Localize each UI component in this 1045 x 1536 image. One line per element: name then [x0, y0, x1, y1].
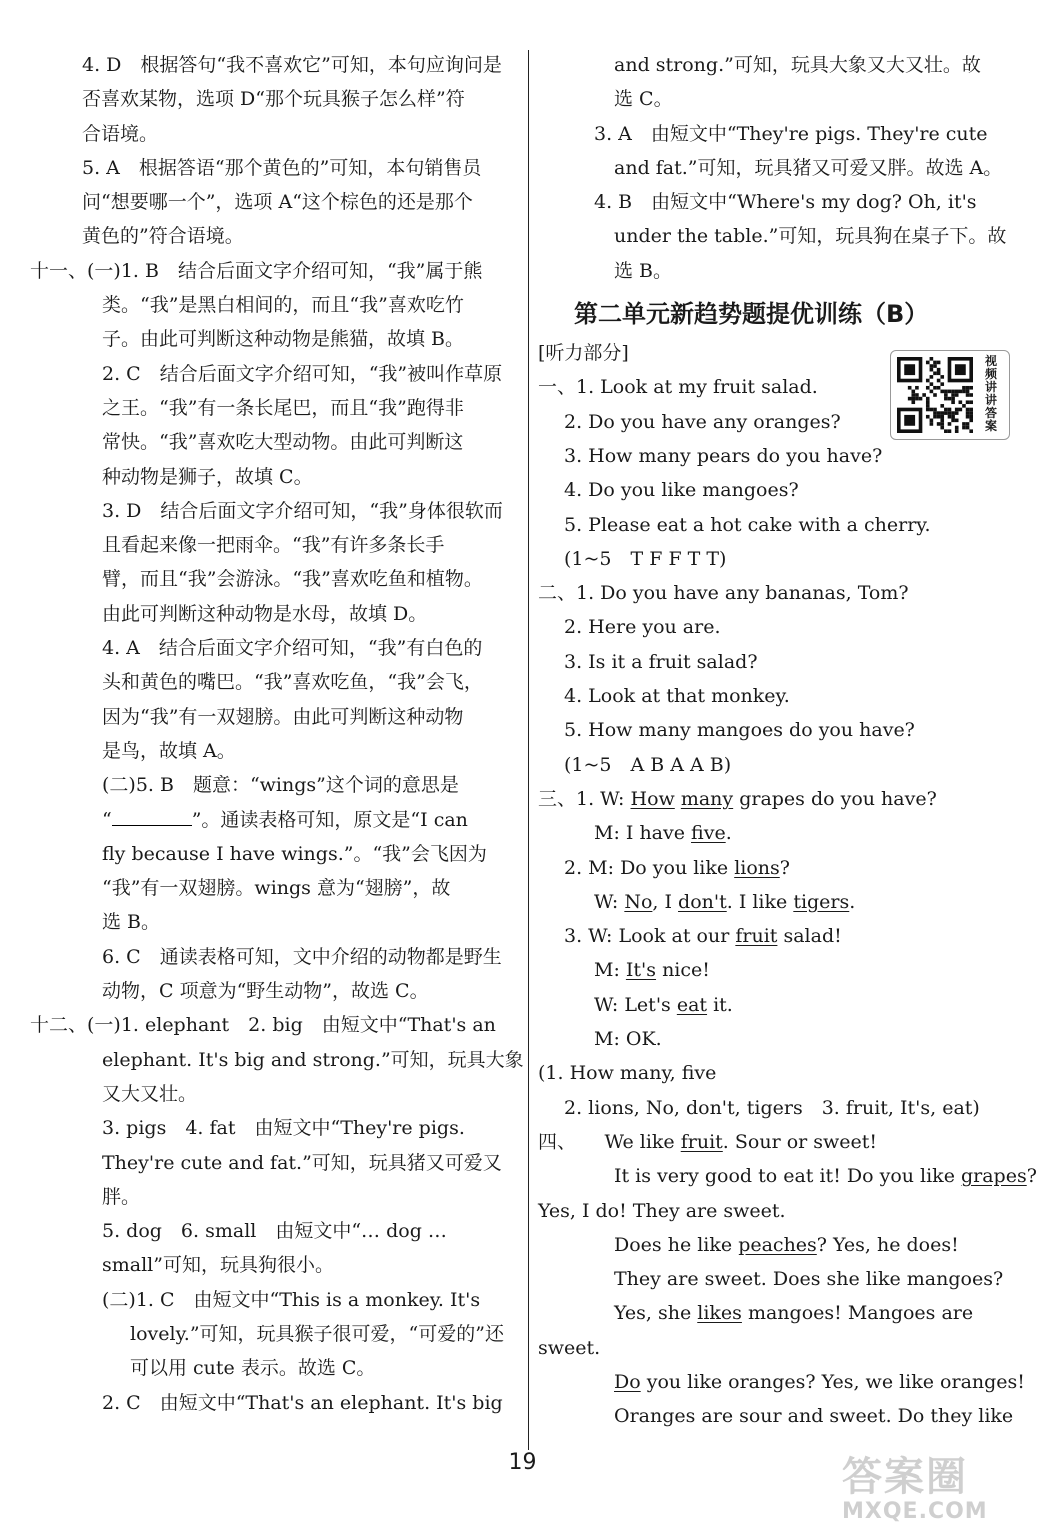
text-line: [30, 1111, 522, 1145]
underlined-answer: It's: [625, 959, 657, 982]
text-segment: M: I have: [594, 822, 692, 845]
text-segment: . I like: [726, 890, 794, 913]
text-segment: and fat.”可知，玩具猪又可爱又胖。故选 A。: [614, 156, 1003, 179]
text-segment: lovely.”可知，玩具猴子很可爱，“可爱的”还: [130, 1322, 504, 1345]
text-line: [538, 219, 1018, 253]
qr-label: 视频讲讲答案: [985, 354, 998, 433]
text-segment: Oranges are sour and sweet. Do they like: [614, 1405, 1014, 1428]
watermark-logo: [842, 1455, 1032, 1531]
text-segment: ? Yes, he does!: [816, 1233, 959, 1256]
text-segment: grapes do you have?: [733, 787, 937, 810]
page-number: 19: [508, 1450, 537, 1475]
text-line: [538, 151, 1018, 185]
text-line: [538, 610, 1018, 644]
text-segment: 4. D 根据答句“我不喜欢它”可知，本句应询问是: [82, 54, 502, 76]
text-segment: 由此可判断这种动物是水母，故填 D。: [102, 602, 428, 625]
text-line: [538, 542, 1018, 576]
text-line: [538, 576, 1018, 610]
text-segment: mangoes! Mangoes are: [741, 1302, 974, 1325]
underlined-answer: fruit: [680, 1130, 723, 1153]
section-title: 第二单元新趋势题提优训练（B）: [574, 300, 929, 329]
text-line: [30, 288, 522, 322]
right-top-answers: [538, 48, 1018, 288]
text-segment: 4. B 由短文中“Where's my dog? Oh, it's: [594, 191, 977, 214]
text-segment: [听力部分]: [538, 342, 629, 365]
text-segment: , I: [652, 890, 679, 913]
text-line: [30, 1214, 522, 1248]
text-segment: They are sweet. Does she like mangoes?: [614, 1268, 1004, 1291]
text-segment: ?: [779, 856, 790, 879]
text-segment: (二)1. C 由短文中“This is a monkey. It's: [102, 1288, 481, 1311]
text-line: [538, 1159, 1037, 1193]
text-line: [30, 597, 522, 631]
text-line: [30, 391, 522, 425]
text-segment: 5. A 根据答语“那个黄色的”可知，本句销售员: [82, 156, 482, 179]
text-line: [538, 885, 1018, 919]
text-line: [538, 988, 1018, 1022]
fill-blank: [112, 807, 192, 826]
qr-code-icon: [897, 357, 973, 433]
text-segment: (1~5 A B A A B): [564, 753, 732, 776]
text-segment: 3. D 结合后面文字介绍可知，“我”身体很软而: [102, 499, 503, 522]
text-line: [538, 117, 1018, 151]
text-segment: ?: [1026, 1165, 1037, 1188]
text-line: [30, 1386, 522, 1420]
text-line: [538, 1365, 1025, 1399]
text-segment: 四、 We like: [538, 1130, 681, 1153]
text-line: [30, 117, 522, 151]
text-line: [538, 816, 1018, 850]
underlined-answer: grapes: [960, 1165, 1027, 1188]
text-segment: fly because I have wings.”。“我”会飞因为: [102, 842, 487, 865]
text-segment: elephant. It's big and strong.”可知，玩具大象: [102, 1048, 524, 1071]
text-segment: 类。“我”是黑白相间的，而且“我”喜欢吃竹: [102, 294, 464, 317]
text-segment: “: [102, 808, 112, 831]
text-segment: 黄色的”符合语境。: [82, 225, 244, 248]
watermark-text: 答案圈: [842, 1454, 968, 1500]
text-segment: 3. pigs 4. fat 由短文中“They're pigs.: [102, 1117, 465, 1140]
text-segment: 可以用 cute 表示。故选 C。: [130, 1357, 376, 1380]
text-segment: salad!: [777, 925, 842, 948]
text-line: [30, 357, 522, 391]
text-segment: 2. C 结合后面文字介绍可知，“我”被叫作草原: [102, 362, 503, 385]
text-line: [538, 1091, 1018, 1125]
text-segment: 头和黄色的嘴巴。“我”喜欢吃鱼，“我”会飞，: [102, 671, 483, 694]
text-line: [538, 679, 1018, 713]
text-line: [30, 940, 522, 974]
text-segment: They're cute and fat.”可知，玩具猪又可爱又: [102, 1151, 502, 1174]
text-segment: 十一、(一)1. B 结合后面文字介绍可知，“我”属于熊: [30, 259, 483, 282]
text-line: [538, 1056, 1018, 1090]
text-segment: 臂，而且“我”会游泳。“我”喜欢吃鱼和植物。: [102, 568, 483, 591]
text-segment: It is very good to eat it! Do you like: [614, 1165, 961, 1188]
text-segment: 5. Please eat a hot cake with a cherry.: [564, 513, 931, 536]
text-segment: .: [849, 890, 856, 913]
text-segment: (1~5 T F F T T): [564, 547, 727, 570]
text-segment: small”可知，玩具狗很小。: [102, 1254, 334, 1277]
column-divider: [528, 50, 529, 1450]
text-line: [30, 219, 522, 253]
text-line: [30, 425, 522, 459]
text-line: [538, 1194, 1018, 1228]
text-segment: 3. A 由短文中“They're pigs. They're cute: [594, 122, 988, 145]
text-line: [30, 1283, 522, 1317]
text-line: [538, 953, 1018, 987]
text-segment: 3. How many pears do you have?: [564, 444, 883, 467]
text-segment: 否喜欢某物，选项 D“那个玩具猴子怎么样”符: [82, 88, 465, 111]
text-line: [30, 528, 522, 562]
text-segment: 三、1. W:: [538, 787, 631, 810]
text-line: [30, 562, 522, 596]
right-column: [538, 48, 1037, 1434]
text-line: [30, 1008, 522, 1042]
text-segment: 胖。: [102, 1185, 141, 1208]
text-line: [538, 645, 1018, 679]
text-line: [538, 748, 1018, 782]
left-column: [30, 48, 522, 1420]
text-segment: under the table.”可知，玩具狗在桌子下。故: [614, 225, 1007, 248]
text-line: [30, 254, 522, 288]
underlined-answer: don't: [678, 890, 727, 913]
text-line: [538, 1331, 1018, 1365]
text-line: [538, 851, 1018, 885]
text-segment: 因为“我”有一双翅膀。由此可判断这种动物: [102, 705, 464, 728]
underlined-answer: many: [680, 787, 734, 810]
text-segment: 3. Is it a fruit salad?: [564, 650, 758, 673]
text-segment: 4. Do you like mangoes?: [564, 479, 799, 502]
text-line: [30, 665, 522, 699]
text-segment: ”。通读表格可知，原文是“I can: [191, 808, 468, 831]
text-segment: 3. W: Look at our: [564, 925, 736, 948]
text-segment: 选 C。: [614, 88, 673, 111]
text-segment: Yes, I do! They are sweet.: [538, 1199, 786, 1222]
text-segment: M:: [594, 959, 626, 982]
text-segment: 动物，C 项意为“野生动物”，故选 C。: [102, 980, 429, 1003]
text-line: [30, 48, 522, 82]
text-segment: 子。由此可判断这种动物是熊猫，故填 B。: [102, 328, 465, 351]
text-segment: W:: [594, 890, 625, 913]
text-segment: nice!: [656, 959, 710, 982]
underlined-answer: Do: [614, 1370, 641, 1393]
text-line: [538, 185, 1018, 219]
text-line: [538, 82, 1018, 116]
text-segment: sweet.: [538, 1336, 601, 1359]
text-segment: 且看起来像一把雨伞。“我”有许多条长手: [102, 534, 445, 557]
text-line: [30, 322, 522, 356]
text-line: [30, 1248, 522, 1282]
text-line: [538, 508, 1018, 542]
text-segment: (1. How many, five: [538, 1062, 717, 1085]
text-line: [30, 1351, 522, 1385]
text-line: [30, 803, 522, 837]
text-line: [30, 1317, 522, 1351]
text-line: [30, 1077, 522, 1111]
text-segment: 十二、(一)1. elephant 2. big 由短文中“That's an: [30, 1014, 496, 1037]
text-segment: . Sour or sweet!: [722, 1130, 878, 1153]
underlined-answer: tigers: [793, 890, 850, 913]
text-line: [538, 1228, 1018, 1262]
text-line: [538, 1399, 1018, 1433]
watermark-url: MXQE.COM: [842, 1499, 988, 1524]
underlined-answer: How: [630, 787, 675, 810]
text-segment: M: OK.: [594, 1028, 662, 1051]
text-line: [30, 494, 522, 528]
text-line: [30, 82, 522, 116]
text-line: [30, 974, 522, 1008]
underlined-answer: five: [691, 822, 726, 845]
text-line: [538, 1125, 1018, 1159]
underlined-answer: lions: [734, 856, 780, 879]
text-segment: 4. Look at that monkey.: [564, 685, 790, 708]
text-segment: 是鸟，故填 A。: [102, 739, 236, 762]
text-segment: W: Let's: [594, 993, 677, 1016]
text-segment: 又大又壮。: [102, 1082, 198, 1105]
text-segment: and strong.”可知，玩具大象又大又壮。故: [614, 54, 981, 76]
text-line: [30, 871, 522, 905]
text-segment: 问“想要哪一个”，选项 A“这个棕色的还是那个: [82, 191, 473, 214]
text-line: [538, 919, 1018, 953]
text-segment: you like oranges? Yes, we like oranges!: [640, 1370, 1025, 1393]
text-line: [538, 1022, 1018, 1056]
text-segment: 2. C 由短文中“That's an elephant. It's big: [102, 1391, 503, 1414]
text-line: [538, 782, 1018, 816]
text-line: [30, 151, 522, 185]
text-line: [30, 700, 522, 734]
text-line: [30, 734, 522, 768]
text-line: [538, 1262, 1018, 1296]
text-segment: 一、1. Look at my fruit salad.: [538, 376, 818, 399]
text-segment: .: [725, 822, 732, 845]
text-segment: it.: [707, 993, 733, 1016]
text-segment: 5. dog 6. small 由短文中“… dog …: [102, 1220, 447, 1243]
text-segment: 6. C 通读表格可知，文中介绍的动物都是野生: [102, 945, 502, 968]
text-line: [30, 460, 522, 494]
text-line: [538, 473, 1018, 507]
text-line: [30, 905, 522, 939]
text-segment: 4. A 结合后面文字介绍可知，“我”有白色的: [102, 637, 483, 660]
right-bottom-answers: [538, 336, 1037, 1434]
text-line: [30, 185, 522, 219]
text-line: [538, 254, 1018, 288]
text-segment: 合语境。: [82, 122, 159, 145]
text-segment: 2. Here you are.: [564, 616, 721, 639]
underlined-answer: eat: [676, 993, 708, 1016]
text-line: [30, 1146, 522, 1180]
text-line: [30, 631, 522, 665]
text-segment: Does he like: [614, 1233, 739, 1256]
text-segment: 之王。“我”有一条长尾巴，而且“我”跑得非: [102, 396, 464, 419]
text-segment: 种动物是狮子，故填 C。: [102, 465, 313, 488]
text-segment: 二、1. Do you have any bananas, Tom?: [538, 582, 909, 605]
text-segment: 2. M: Do you like: [564, 856, 735, 879]
text-segment: 常快。“我”喜欢吃大型动物。由此可判断这: [102, 431, 464, 454]
text-segment: 2. Do you have any oranges?: [564, 410, 841, 433]
text-segment: 5. How many mangoes do you have?: [564, 719, 915, 742]
text-segment: 选 B。: [614, 259, 673, 282]
text-line: [538, 439, 1018, 473]
text-segment: 2. lions, No, don't, tigers 3. fruit, It's, eat): [564, 1096, 980, 1119]
text-segment: 选 B。: [102, 911, 161, 934]
text-segment: Yes, she: [614, 1302, 698, 1325]
text-line: [538, 713, 1018, 747]
text-line: [30, 837, 522, 871]
underlined-answer: fruit: [735, 925, 778, 948]
text-line: [30, 768, 522, 802]
text-segment: (二)5. B 题意：“wings”这个词的意思是: [102, 774, 459, 797]
text-line: [30, 1043, 522, 1077]
underlined-answer: peaches: [738, 1233, 817, 1256]
qr-code[interactable]: [890, 350, 1010, 440]
text-line: [30, 1180, 522, 1214]
underlined-answer: No: [624, 890, 653, 913]
text-line: [538, 48, 1018, 82]
text-line: [538, 1296, 1018, 1330]
underlined-answer: likes: [697, 1302, 742, 1325]
text-segment: “我”有一双翅膀。wings 意为“翅膀”，故: [102, 877, 451, 900]
